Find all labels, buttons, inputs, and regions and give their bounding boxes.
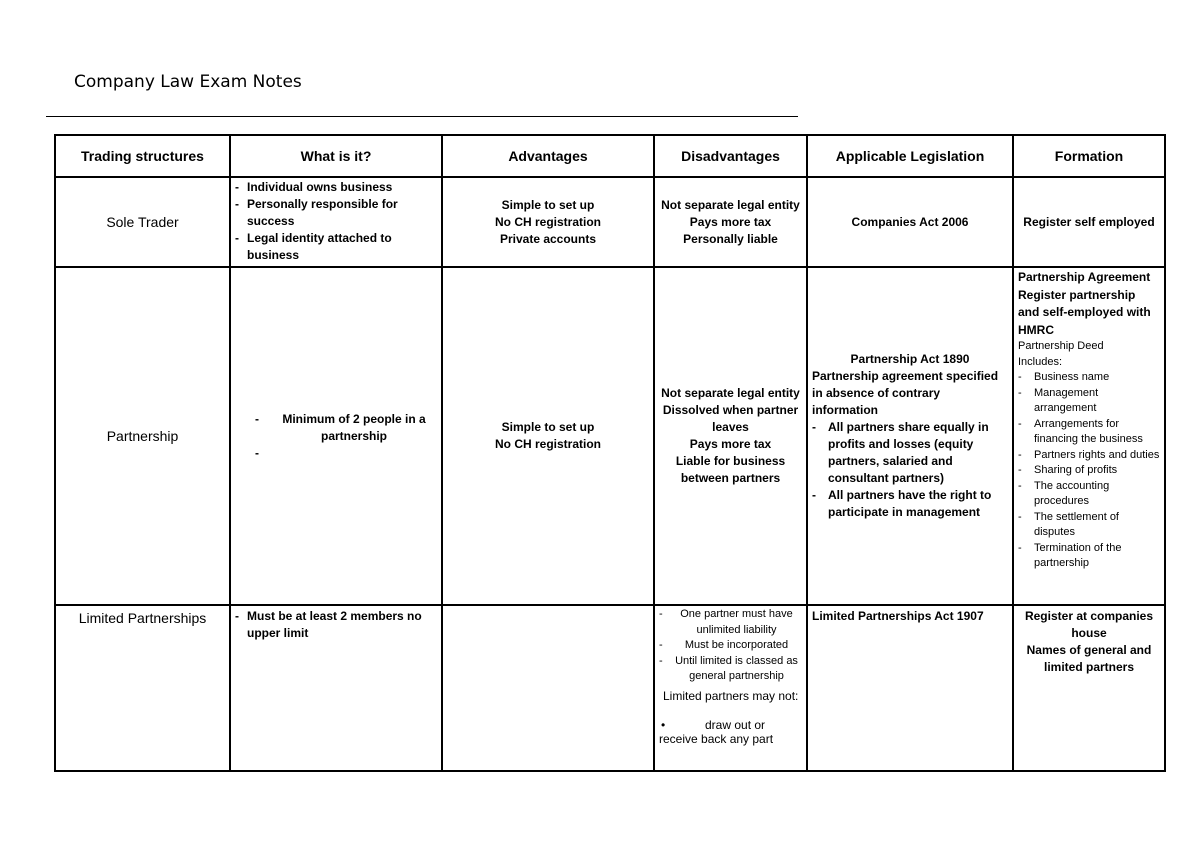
table-header-row <box>55 135 1165 177</box>
legislation-intro: Partnership agreement specified in absence of contrary information <box>812 369 999 417</box>
list-item: - One partner must have unlimited liability <box>659 607 802 638</box>
formation-line: Register at companies house <box>1024 609 1154 640</box>
list-item <box>255 445 437 461</box>
table-row-limited-partnerships <box>55 605 1165 771</box>
document-title: Company Law Exam Notes <box>74 72 302 92</box>
advantage-line: Simple to set up <box>501 197 595 212</box>
list-item: - The accounting procedures <box>1018 479 1160 510</box>
list-item: - Business name <box>1018 370 1160 386</box>
cell-formation: Register self employed <box>1013 177 1165 267</box>
header-formation: Formation <box>1013 135 1165 177</box>
cell-disadvantages <box>654 177 807 267</box>
list-item: - Termination of the partnership <box>1018 541 1160 572</box>
advantage-line: Private accounts <box>499 231 597 246</box>
list-item: - Personally responsible for success <box>235 196 437 230</box>
cell-legislation <box>807 267 1013 605</box>
disadvantage-line: Not separate legal entity <box>661 197 800 212</box>
advantage-line: Simple to set up <box>501 420 595 434</box>
cell-structure: Partnership <box>55 267 230 605</box>
list-item: - Arrangements for financing the business <box>1018 417 1160 448</box>
cell-disadvantages <box>654 267 807 605</box>
formation-heading: Register partnership and self-employed with HMRC <box>1018 287 1151 337</box>
header-disadvantages: Disadvantages <box>654 135 807 177</box>
header-advantages: Advantages <box>442 135 654 177</box>
cell-disadvantages <box>654 605 807 771</box>
cell-what <box>230 605 442 771</box>
list-item: - Must be at least 2 members no upper limit <box>235 608 437 642</box>
list-item: - Individual owns business <box>235 179 437 196</box>
bullet-text: draw out or receive back any part <box>659 717 774 746</box>
disadvantage-line: Personally liable <box>683 231 778 246</box>
list-item: - Until limited is classed as general partnership <box>659 654 802 685</box>
list-item: - Must be incorporated <box>659 638 802 654</box>
list-item: - Management arrangement <box>1018 386 1160 417</box>
list-item: - All partners have the right to participate in management <box>812 487 1008 521</box>
table-row-sole-trader <box>55 177 1165 267</box>
what-list <box>235 179 437 264</box>
cell-structure: Sole Trader <box>55 177 230 267</box>
cell-legislation: Companies Act 2006 <box>807 177 1013 267</box>
cell-advantages <box>442 605 654 771</box>
advantage-line: No CH registration <box>494 437 601 451</box>
cell-what <box>230 177 442 267</box>
list-item: - All partners share equally in profits and losses (equity partners, salaried and consultant partners) <box>812 419 1008 487</box>
what-list <box>235 608 437 642</box>
advantage-line: No CH registration <box>494 214 601 229</box>
disadvantages-note: Limited partners may not: <box>663 688 799 703</box>
disadvantage-list <box>659 607 802 685</box>
list-item: - Minimum of 2 people in a partnership <box>255 411 437 445</box>
formation-list <box>1018 370 1160 572</box>
disadvantages-bullet: • draw out or receive back any part <box>659 717 774 746</box>
disadvantage-line: Not separate legal entity <box>661 386 800 400</box>
what-list <box>255 411 437 461</box>
legislation-title: Partnership Act 1890 <box>850 352 970 366</box>
list-item: - Sharing of profits <box>1018 463 1160 479</box>
cell-structure: Limited Partnerships <box>55 605 230 771</box>
header-applicable-legislation: Applicable Legislation <box>807 135 1013 177</box>
cell-formation <box>1013 267 1165 605</box>
list-item: - The settlement of disputes <box>1018 510 1160 541</box>
cell-advantages <box>442 177 654 267</box>
trading-structures-table <box>54 134 1166 772</box>
disadvantage-line: Dissolved when partner leaves <box>662 403 799 434</box>
legislation-list <box>812 419 1008 521</box>
list-item: - Partners rights and duties <box>1018 448 1160 464</box>
formation-includes: Includes: <box>1018 355 1063 368</box>
formation-deed: Partnership Deed <box>1018 340 1104 352</box>
cell-what <box>230 267 442 605</box>
disadvantage-line: Liable for business between partners <box>675 454 786 485</box>
cell-legislation: Limited Partnerships Act 1907 <box>807 605 1013 771</box>
cell-advantages <box>442 267 654 605</box>
header-trading-structures: Trading structures <box>55 135 230 177</box>
formation-line: Names of general and limited partners <box>1026 643 1152 674</box>
formation-heading: Partnership Agreement <box>1018 270 1151 284</box>
table-row-partnership <box>55 267 1165 605</box>
list-item: - Legal identity attached to business <box>235 230 437 264</box>
title-underline <box>46 116 798 117</box>
disadvantage-line: Pays more tax <box>689 214 772 229</box>
cell-formation <box>1013 605 1165 771</box>
disadvantage-line: Pays more tax <box>689 437 772 451</box>
header-what-is-it: What is it? <box>230 135 442 177</box>
